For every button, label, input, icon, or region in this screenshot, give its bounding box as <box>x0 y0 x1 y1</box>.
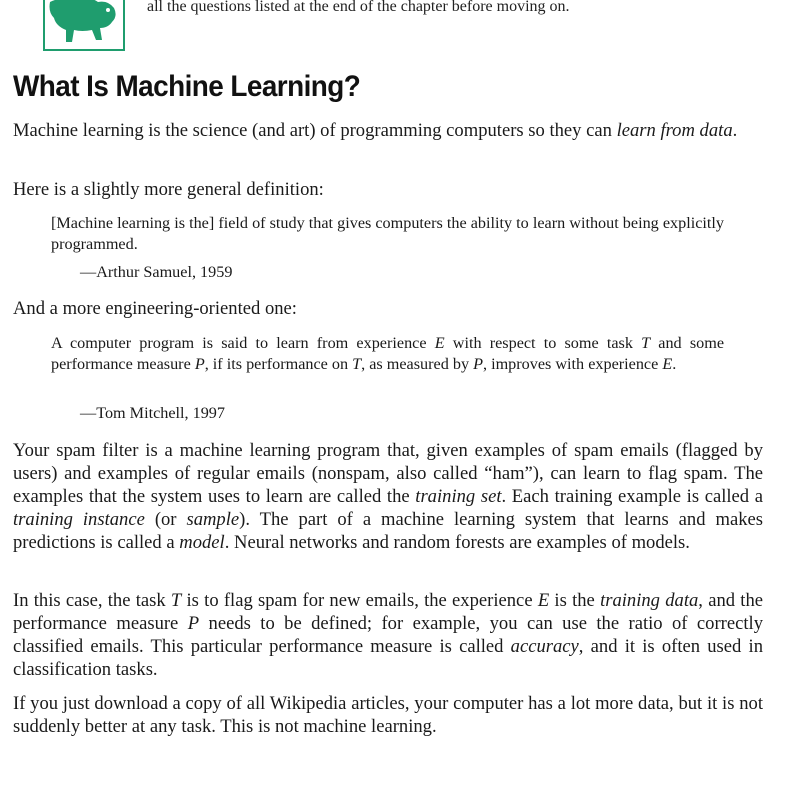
top-note: all the questions listed at the end of the chapter before moving on. <box>147 0 570 15</box>
quote-samuel: [Machine learning is the] field of study that gives computers the ability to learn without being explicitly programmed. <box>51 214 724 253</box>
quote-mitchell: A computer program is said to learn from experience E with respect to some task T and some performance measure P, if its performance on T, as measured by P, improves with experience E. <box>51 334 724 373</box>
paragraph-engineering: And a more engineering-oriented one: <box>13 298 297 319</box>
paragraph-definition: Machine learning is the science (and art) of programming computers so they can learn from data. <box>13 120 738 141</box>
attribution-mitchell: —Tom Mitchell, 1997 <box>80 404 225 422</box>
attribution-samuel: —Arthur Samuel, 1959 <box>80 263 233 281</box>
animal-logo-icon <box>42 0 128 52</box>
paragraph-spam-filter: Your spam filter is a machine learning program that, given examples of spam emails (flagged by users) and examples of regular emails (nonspam, also called “ham”), can learn to flag spam. The examples that the system uses to learn are called the training set. Each training example is called a training instance (or sample). The part of a machine learning system that learns and makes predictions is called a model. Neural networks and random forests are examples of models. <box>13 440 763 553</box>
paragraph-wikipedia: If you just download a copy of all Wikipedia articles, your computer has a lot more data, but it is not suddenly better at any task. This is not machine learning. <box>13 693 763 737</box>
paragraph-task-experience: In this case, the task T is to flag spam for new emails, the experience E is the training data, and the performance measure P needs to be defined; for example, you can use the ratio of correctly classified emails. This particular performance measure is called accuracy, and it is often used in classification tasks. <box>13 590 764 680</box>
section-title: What Is Machine Learning? <box>13 70 361 103</box>
paragraph-general-definition: Here is a slightly more general definition: <box>13 179 324 200</box>
